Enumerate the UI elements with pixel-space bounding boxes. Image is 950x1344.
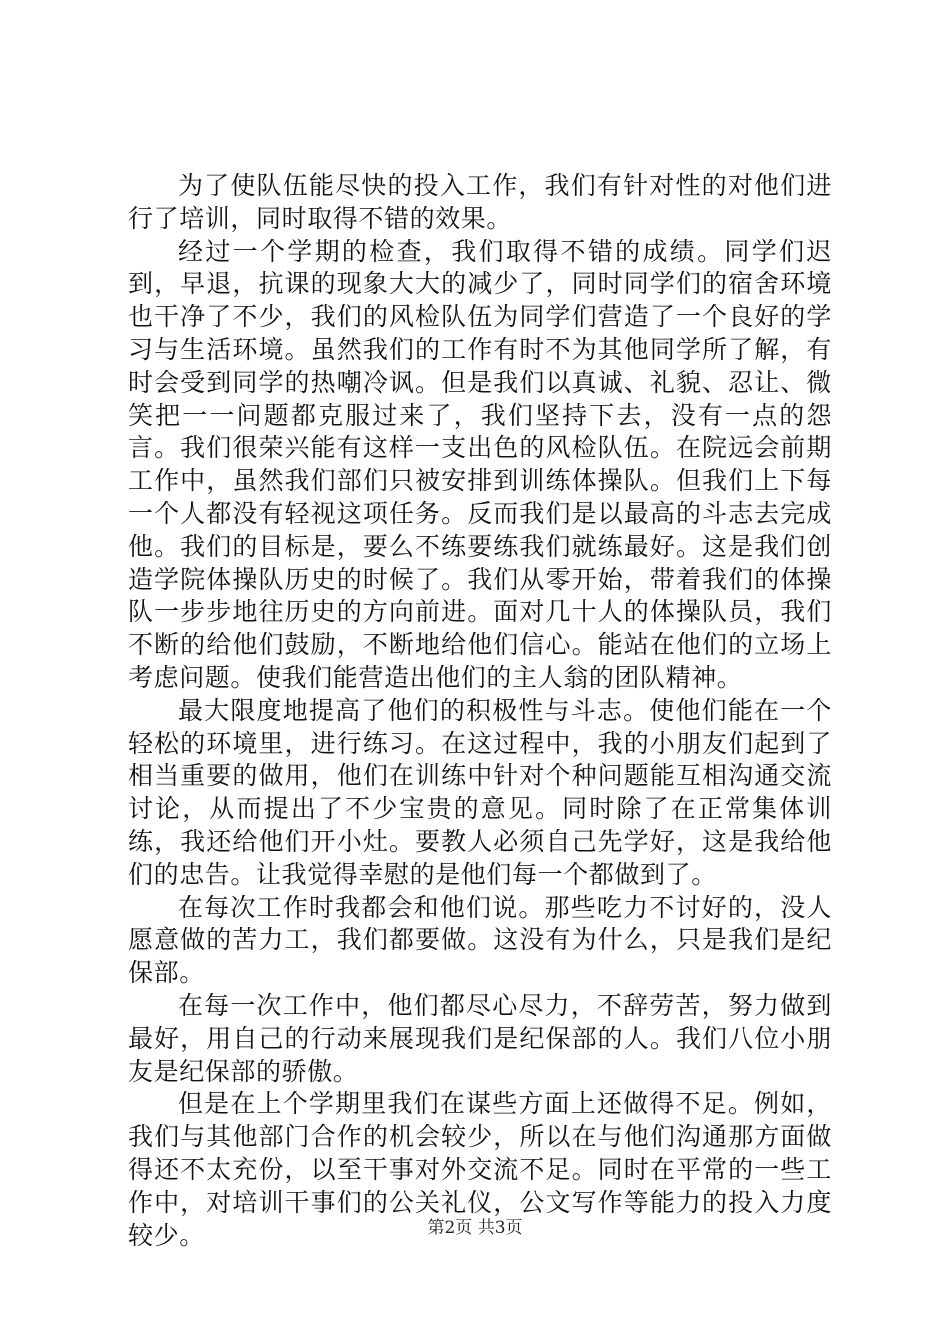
paragraph-5: 在每一次工作中，他们都尽心尽力，不辞劳苦，努力做到最好，用自己的行动来展现我们是纪保部的人。我们八位小朋友是纪保部的骄傲。: [128, 990, 832, 1086]
paragraph-6: 但是在上个学期里我们在谋些方面上还做得不足。例如，我们与其他部门合作的机会较少，所以在与他们沟通那方面做得还不太充份，以至干事对外交流不足。同时在平常的一些工作中，对培训干事们的公关礼仪，公文写作等能力的投入力度较少。: [128, 1089, 832, 1250]
paragraph-2: 经过一个学期的检查，我们取得不错的成绩。同学们迟到，早退，抗课的现象大大的减少了，同时同学们的宿舍环境也干净了不少，我们的风检队伍为同学们营造了一个良好的学习与生活环境。虽然我们的工作有时不为其他同学所了解，有时会受到同学的热嘲冷讽。但是我们以真诚、礼貌、忍让、微笑把一一问题都克服过来了，我们坚持下去，没有一点的怨言。我们很荣兴能有这样一支出色的风检队伍。在院远会前期工作中，虽然我们部们只被安排到训练体操队。但我们上下每一个人都没有轻视这项任务。反而我们是以最高的斗志去完成他。我们的目标是，要么不练要练我们就练最好。这是我们创造学院体操队历史的时候了。我们从零开始，带着我们的体操队一步步地往历史的方向前进。面对几十人的体操队员，我们不断的给他们鼓励，不断地给他们信心。能站在他们的立场上考虑问题。使我们能营造出他们的主人翁的团队精神。: [128, 236, 832, 692]
page-number-footer: 第2页 共3页: [427, 1218, 523, 1238]
document-body: [128, 170, 832, 1252]
paragraph-1: 为了使队伍能尽快的投入工作，我们有针对性的对他们进行了培训，同时取得不错的效果。: [128, 171, 832, 233]
paragraph-4: 在每次工作时我都会和他们说。那些吃力不讨好的，没人愿意做的苦力工，我们都要做。这没有为什么，只是我们是纪保部。: [128, 892, 832, 988]
paragraph-3: 最大限度地提高了他们的积极性与斗志。使他们能在一个轻松的环境里，进行练习。在这过程中，我的小朋友们起到了相当重要的做用，他们在训练中针对个种问题能互相沟通交流讨论，从而提出了不少宝贵的意见。同时除了在正常集体训练，我还给他们开小灶。要教人必须自己先学好，这是我给他们的忠告。让我觉得幸慰的是他们每一个都做到了。: [128, 695, 832, 889]
